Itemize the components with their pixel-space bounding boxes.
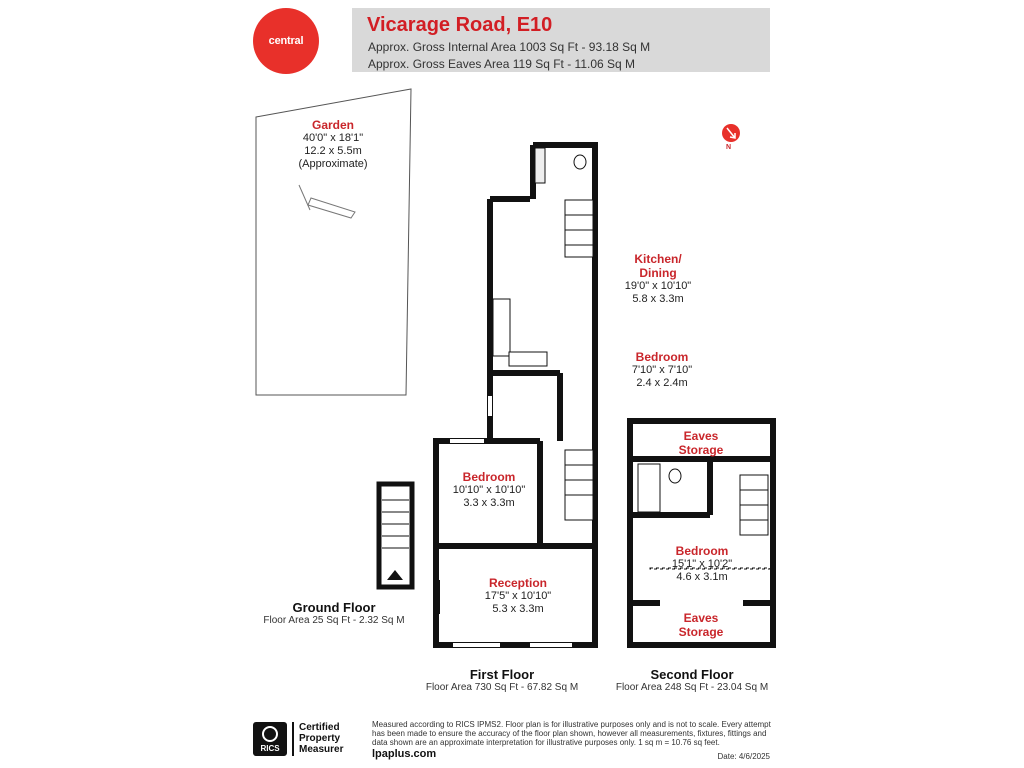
bedroom-first-dim-imperial: 10'10" x 10'10" (452, 484, 526, 496)
reception-dim-metric: 5.3 x 3.3m (492, 603, 544, 615)
second-floor-area: Floor Area 248 Sq Ft - 23.04 Sq M (615, 682, 769, 693)
eaves-bottom-label (660, 611, 742, 639)
reception-dim-imperial: 17'5" x 10'10" (484, 590, 552, 602)
ground-floor-stairs (379, 484, 412, 587)
gross-eaves-area: Approx. Gross Eaves Area 119 Sq Ft - 11.06 Sq M (368, 57, 636, 71)
plan-date: Date: 4/6/2025 (717, 752, 770, 761)
first-floor-caption (412, 667, 592, 693)
bedroom-mid-dim-metric: 2.4 x 2.4m (636, 377, 688, 389)
certified-measurer (292, 722, 352, 756)
property-title: Vicarage Road, E10 (367, 14, 553, 36)
bedroom-mid-name: Bedroom (635, 350, 689, 364)
cert-line-3: Measurer (299, 744, 344, 755)
rics-label: RICS (260, 744, 280, 753)
disclaimer (372, 720, 772, 747)
fireplace (434, 580, 440, 614)
bedroom-first-name: Bedroom (462, 470, 516, 484)
eaves-top-label (660, 429, 742, 457)
rics-badge (253, 722, 287, 756)
garden-note: (Approximate) (298, 158, 368, 170)
kitchen-name-2: Dining (639, 266, 677, 280)
bedroom-second-dim-imperial: 15'1" x 10'2" (671, 558, 733, 570)
kitchen-name-1: Kitchen/ (634, 252, 682, 266)
gross-internal-area: Approx. Gross Internal Area 1003 Sq Ft - 93.18 Sq M (368, 40, 651, 54)
bedroom-second-name: Bedroom (675, 544, 729, 558)
disclaimer-line-3: data shown are an approximate interpretation for illustrative purposes only. 1 sq m = 10.76 sq feet. (372, 738, 720, 747)
rics-emblem-icon (262, 726, 278, 742)
bedroom-second-label (652, 544, 752, 584)
logo-text: central (268, 35, 304, 47)
eaves-top-name-2: Storage (678, 443, 724, 457)
garden-dim-imperial: 40'0" x 18'1" (302, 132, 364, 144)
eaves-top-name-1: Eaves (683, 429, 719, 443)
site-link[interactable]: lpaplus.com (372, 748, 437, 760)
bedroom-mid-label (612, 350, 712, 390)
disclaimer-line-1: Measured according to RICS IPMS2. Floor plan is for illustrative purposes only and is not to scale. Every attempt (372, 720, 771, 729)
cert-line-2: Property (299, 733, 341, 744)
ground-floor-area: Floor Area 25 Sq Ft - 2.32 Sq M (263, 615, 405, 626)
compass-label: N (726, 144, 732, 151)
bedroom-mid-dim-imperial: 7'10" x 7'10" (631, 364, 693, 376)
reception-label (458, 576, 578, 616)
second-floor-caption (606, 667, 778, 693)
reception-name: Reception (488, 576, 547, 590)
eaves-bottom-name-1: Eaves (683, 611, 719, 625)
disclaimer-line-2: has been made to ensure the accuracy of the floor plan shown, however all measurements, fixtures, fittings and (372, 729, 767, 738)
ground-floor-caption (250, 600, 418, 626)
ground-floor-name: Ground Floor (292, 600, 376, 615)
bedroom-first-label (440, 470, 538, 510)
eaves-bottom-name-2: Storage (678, 625, 724, 639)
first-floor-area: Floor Area 730 Sq Ft - 67.82 Sq M (425, 682, 579, 693)
garden-name: Garden (311, 118, 354, 132)
kitchen-label (608, 252, 708, 306)
first-floor-name: First Floor (469, 667, 535, 682)
kitchen-dim-imperial: 19'0" x 10'10" (624, 280, 692, 292)
second-floor-name: Second Floor (650, 667, 734, 682)
kitchen-dim-metric: 5.8 x 3.3m (632, 293, 684, 305)
garden-label (273, 118, 393, 171)
cert-line-1: Certified (299, 722, 340, 733)
bedroom-second-dim-metric: 4.6 x 3.1m (676, 571, 728, 583)
compass-icon (722, 124, 740, 142)
bedroom-first-dim-metric: 3.3 x 3.3m (463, 497, 515, 509)
garden-dim-metric: 12.2 x 5.5m (304, 145, 362, 157)
